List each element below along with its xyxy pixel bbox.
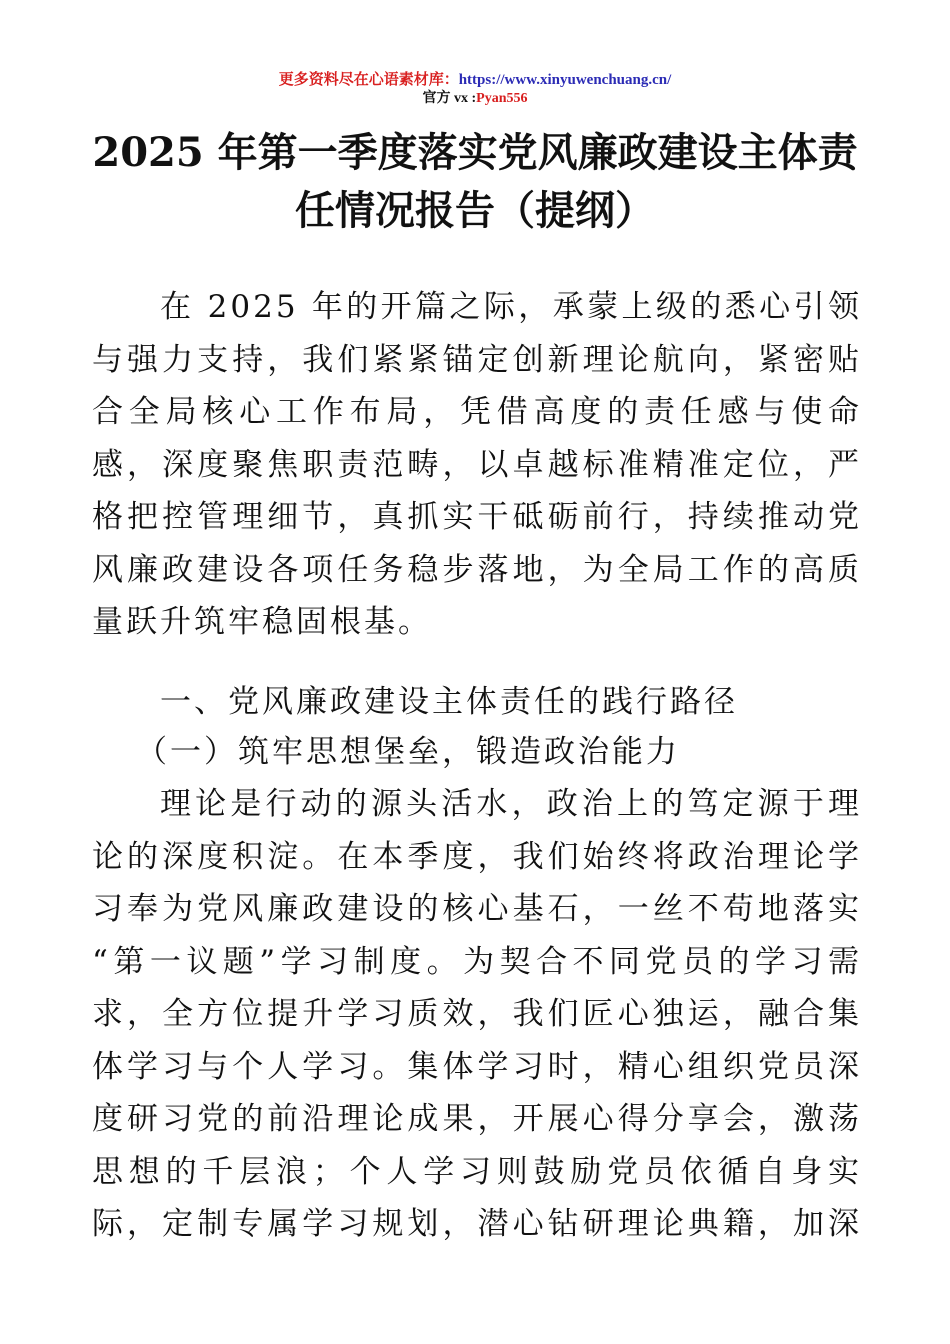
intro-paragraph xyxy=(92,281,862,649)
paragraph-line: 际，定制专属学习规划，潜心钻研理论典籍，加深 xyxy=(92,1206,862,1242)
paragraph-line: 与强力支持，我们紧紧锚定创新理论航向，紧密贴 xyxy=(92,341,862,378)
paragraph-line: 感，深度聚焦职责范畴，以卓越标准精准定位，严 xyxy=(92,446,862,483)
paragraph-line: 风廉政建设各项任务稳步落地，为全局工作的高质 xyxy=(92,551,862,588)
contact-id: Pyan556 xyxy=(476,91,528,106)
paragraph-line: 在 2025 年的开篇之际，承蒙上级的悉心引领 xyxy=(160,289,862,325)
contact-label: 官方 vx : xyxy=(422,91,477,106)
paragraph-line: 合全局核心工作布局，凭借高度的责任感与使命 xyxy=(92,394,862,430)
paragraph-line: 度研习党的前沿理论成果，开展心得分享会，激荡 xyxy=(92,1101,862,1137)
paragraph-line: 思想的千层浪；个人学习则鼓励党员依循自身实 xyxy=(92,1153,862,1190)
paragraph-line: 习奉为党风廉政建设的核心基石，一丝不苟地落实 xyxy=(92,891,862,927)
title-line: 任情况报告（提纲） xyxy=(295,187,655,234)
paragraph-line: 量跃升筑牢稳固根基。 xyxy=(92,604,432,640)
paragraph-line: 论的深度积淀。在本季度，我们始终将政治理论学 xyxy=(92,838,862,875)
section-heading: 一、党风廉政建设主体责任的践行路径 xyxy=(160,684,738,720)
paragraph-line: 求，全方位提升学习质效，我们匠心独运，融合集 xyxy=(92,996,862,1032)
promo-label: 更多资料尽在心语素材库： xyxy=(278,72,459,88)
page-title xyxy=(60,124,890,240)
promo-header xyxy=(0,70,950,90)
contact-header xyxy=(0,89,950,109)
title-line: 2025 年第一季度落实党风廉政建设主体责 xyxy=(92,129,858,176)
subsection-paragraph xyxy=(92,778,862,1251)
subsection-heading: （一）筑牢思想堡垒，锻造政治能力 xyxy=(136,734,680,770)
paragraph-line: 理论是行动的源头活水，政治上的笃定源于理 xyxy=(160,786,862,822)
paragraph-line: 格把控管理细节，真抓实干砥砺前行，持续推动党 xyxy=(92,499,862,535)
paragraph-line: 体学习与个人学习。集体学习时，精心组织党员深 xyxy=(92,1048,862,1085)
paragraph-line: “第一议题”学习制度。为契合不同党员的学习需 xyxy=(92,943,862,980)
promo-link[interactable]: https://www.xinyuwenchuang.cn/ xyxy=(458,72,672,88)
